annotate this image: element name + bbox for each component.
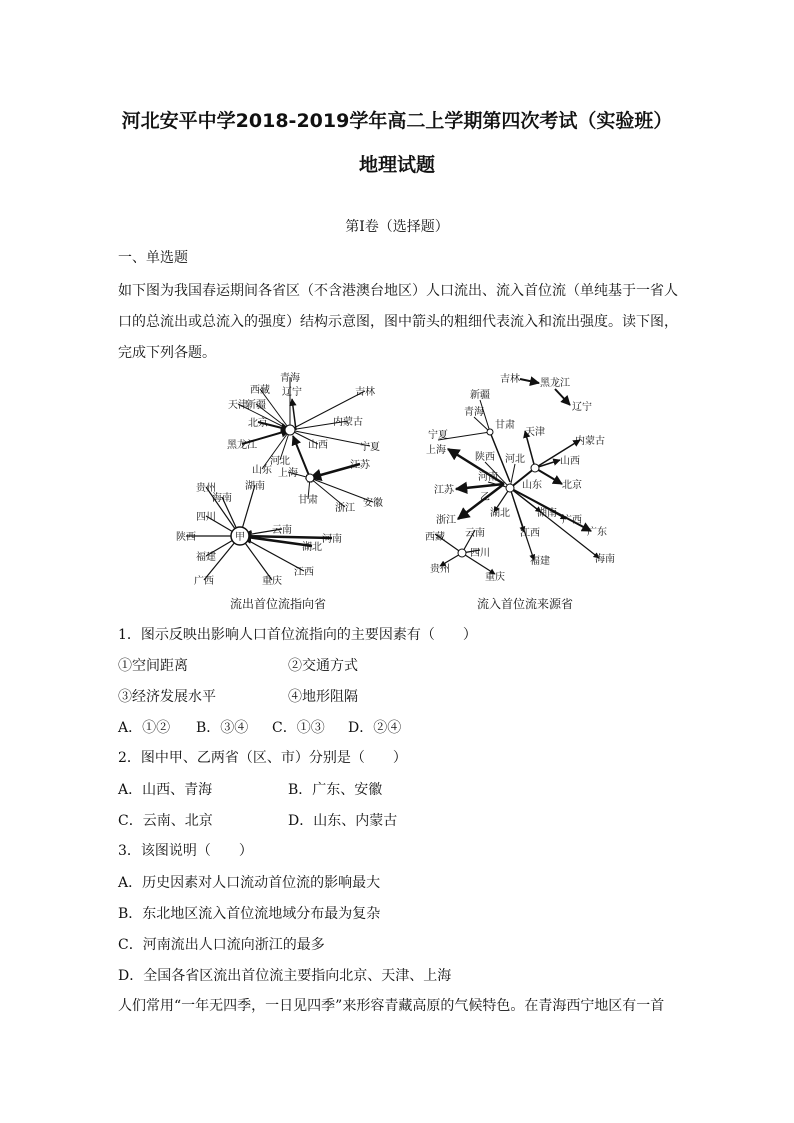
right-province-label: 宁夏 — [428, 430, 448, 441]
flow-arrow — [555, 389, 570, 405]
left-province-label: 陕西 — [176, 532, 196, 543]
part-heading: 一、单选题 — [118, 250, 188, 266]
right-province-label: 天津 — [525, 427, 545, 438]
right-province-label: 黑龙江 — [540, 378, 570, 389]
q1-choice-a[interactable]: A．①② — [118, 720, 171, 736]
q1-item-1: ①空间距离 — [118, 658, 188, 674]
hub-jia-label: 甲 — [235, 532, 245, 543]
right-province-label: 广东 — [587, 527, 607, 538]
right-province-label: 上海 — [426, 445, 446, 456]
right-province-label: 浙江 — [436, 515, 456, 526]
right-province-label: 内蒙古 — [575, 436, 605, 447]
left-province-label: 贵州 — [196, 483, 216, 494]
right-province-label: 山东 — [522, 480, 542, 491]
q1-item-2: ②交通方式 — [288, 658, 358, 674]
left-province-label: 新疆 — [246, 400, 266, 411]
right-province-label: 乙 — [480, 492, 490, 503]
left-province-label: 西藏 — [250, 385, 270, 396]
node-dot — [285, 425, 295, 435]
right-province-label: 江西 — [520, 528, 540, 539]
left-province-label: 江西 — [294, 567, 314, 578]
flow-arrow — [520, 379, 539, 383]
q2-stem: 2．图中甲、乙两省（区、市）分别是（ ） — [118, 750, 407, 766]
right-province-label: 福建 — [530, 556, 550, 567]
left-province-label: 内蒙古 — [333, 417, 363, 428]
flow-arrow — [290, 430, 370, 446]
right-province-label: 辽宁 — [572, 402, 592, 413]
section-heading: 第Ⅰ卷（选择题） — [345, 219, 449, 235]
left-province-label: 山西 — [308, 440, 328, 451]
right-province-label: 四川 — [470, 548, 490, 559]
left-province-label: 四川 — [196, 512, 216, 523]
left-province-label: 云南 — [272, 525, 292, 536]
q3-choice-a[interactable]: A．历史因素对人口流动首位流的影响最大 — [118, 875, 381, 891]
flow-arrow — [510, 488, 599, 558]
q2-choice-b[interactable]: B．广东、安徽 — [288, 782, 383, 798]
right-province-label: 山西 — [560, 456, 580, 467]
q2-choice-c[interactable]: C．云南、北京 — [118, 813, 213, 829]
left-province-label: 河南 — [322, 534, 342, 545]
q1-choice-b[interactable]: B．③④ — [196, 720, 249, 736]
right-province-label: 湖南 — [537, 508, 557, 519]
left-province-label: 重庆 — [262, 576, 282, 587]
q1-choice-d[interactable]: D．②④ — [348, 720, 402, 736]
left-province-label: 山东 — [252, 465, 272, 476]
population-flow-figure — [176, 368, 620, 618]
right-province-label: 河南 — [478, 472, 498, 483]
right-province-label: 西藏 — [425, 532, 445, 543]
right-province-label: 河北 — [505, 454, 525, 465]
q1-item-3: ③经济发展水平 — [118, 689, 216, 705]
left-province-label: 安徽 — [363, 498, 383, 509]
left-province-label: 江苏 — [350, 460, 370, 471]
node-dot — [531, 464, 539, 472]
left-caption: 流出首位流指向省 — [229, 597, 327, 611]
right-province-label: 北京 — [562, 480, 582, 491]
left-province-label: 黑龙江 — [227, 440, 257, 451]
left-province-label: 北京 — [248, 418, 268, 429]
q1-item-4: ④地形阻隔 — [288, 689, 358, 705]
node-dot — [506, 484, 514, 492]
left-province-label: 吉林 — [355, 387, 375, 398]
q3-choice-c[interactable]: C．河南流出人口流向浙江的最多 — [118, 937, 325, 953]
right-caption: 流入首位流来源省 — [476, 597, 574, 611]
left-province-label: 天津 — [228, 400, 248, 411]
right-province-label: 贵州 — [430, 564, 450, 575]
intro-line-3: 完成下列各题。 — [118, 345, 216, 361]
outflow-diagram — [176, 371, 383, 587]
node-dot — [306, 474, 314, 482]
right-province-label: 甘肃 — [495, 420, 515, 431]
right-province-label: 新疆 — [470, 390, 490, 401]
right-province-label: 陕西 — [475, 452, 495, 463]
q2-choice-a[interactable]: A．山西、青海 — [118, 782, 213, 798]
left-province-label: 河北 — [270, 456, 290, 467]
right-province-label: 重庆 — [485, 572, 505, 583]
q1-choice-c[interactable]: C．①③ — [272, 720, 325, 736]
left-province-label: 湖南 — [245, 481, 265, 492]
right-province-label: 海南 — [595, 554, 615, 565]
left-province-label: 辽宁 — [282, 387, 302, 398]
exam-title: 河北安平中学2018-2019学年高二上学期第四次考试（实验班） — [121, 110, 673, 132]
left-province-label: 浙江 — [335, 503, 355, 514]
intro-line-2: 口的总流出或总流入的强度）结构示意图，图中箭头的粗细代表流入和流出强度。读下图， — [118, 314, 678, 330]
left-province-label: 海南 — [212, 493, 232, 504]
right-province-label: 云南 — [465, 528, 485, 539]
left-province-label: 甘肃 — [298, 495, 318, 506]
q1-stem: 1．图示反映出影响人口首位流指向的主要因素有（ ） — [118, 627, 477, 643]
node-dot — [487, 429, 493, 435]
left-province-label: 宁夏 — [360, 442, 380, 453]
intro-line-1: 如下图为我国春运期间各省区（不含港澳台地区）人口流出、流入首位流（单纯基于一省人 — [118, 283, 678, 299]
q3-choice-b[interactable]: B．东北地区流入首位流地域分布最为复杂 — [118, 906, 381, 922]
left-province-label: 上海 — [278, 468, 298, 479]
left-province-label: 广西 — [194, 576, 214, 587]
left-province-label: 青海 — [280, 373, 300, 384]
right-province-label: 广西 — [562, 515, 582, 526]
q2-choice-d[interactable]: D．山东、内蒙古 — [288, 813, 398, 829]
next-passage-start: 人们常用“一年无四季，一日见四季”来形容青藏高原的气候特色。在青海西宁地区有一首 — [118, 998, 665, 1014]
node-dot — [458, 549, 466, 557]
exam-subject: 地理试题 — [358, 154, 435, 176]
right-province-label: 吉林 — [500, 374, 520, 385]
left-province-label: 湖北 — [302, 542, 322, 553]
right-province-label: 江苏 — [434, 485, 454, 496]
inflow-diagram — [425, 372, 615, 583]
right-province-label: 青海 — [464, 407, 484, 418]
left-province-label: 福建 — [196, 552, 216, 563]
q3-stem: 3．该图说明（ ） — [118, 843, 253, 859]
q3-choice-d[interactable]: D．全国各省区流出首位流主要指向北京、天津、上海 — [118, 968, 452, 984]
right-province-label: 湖北 — [490, 508, 510, 519]
